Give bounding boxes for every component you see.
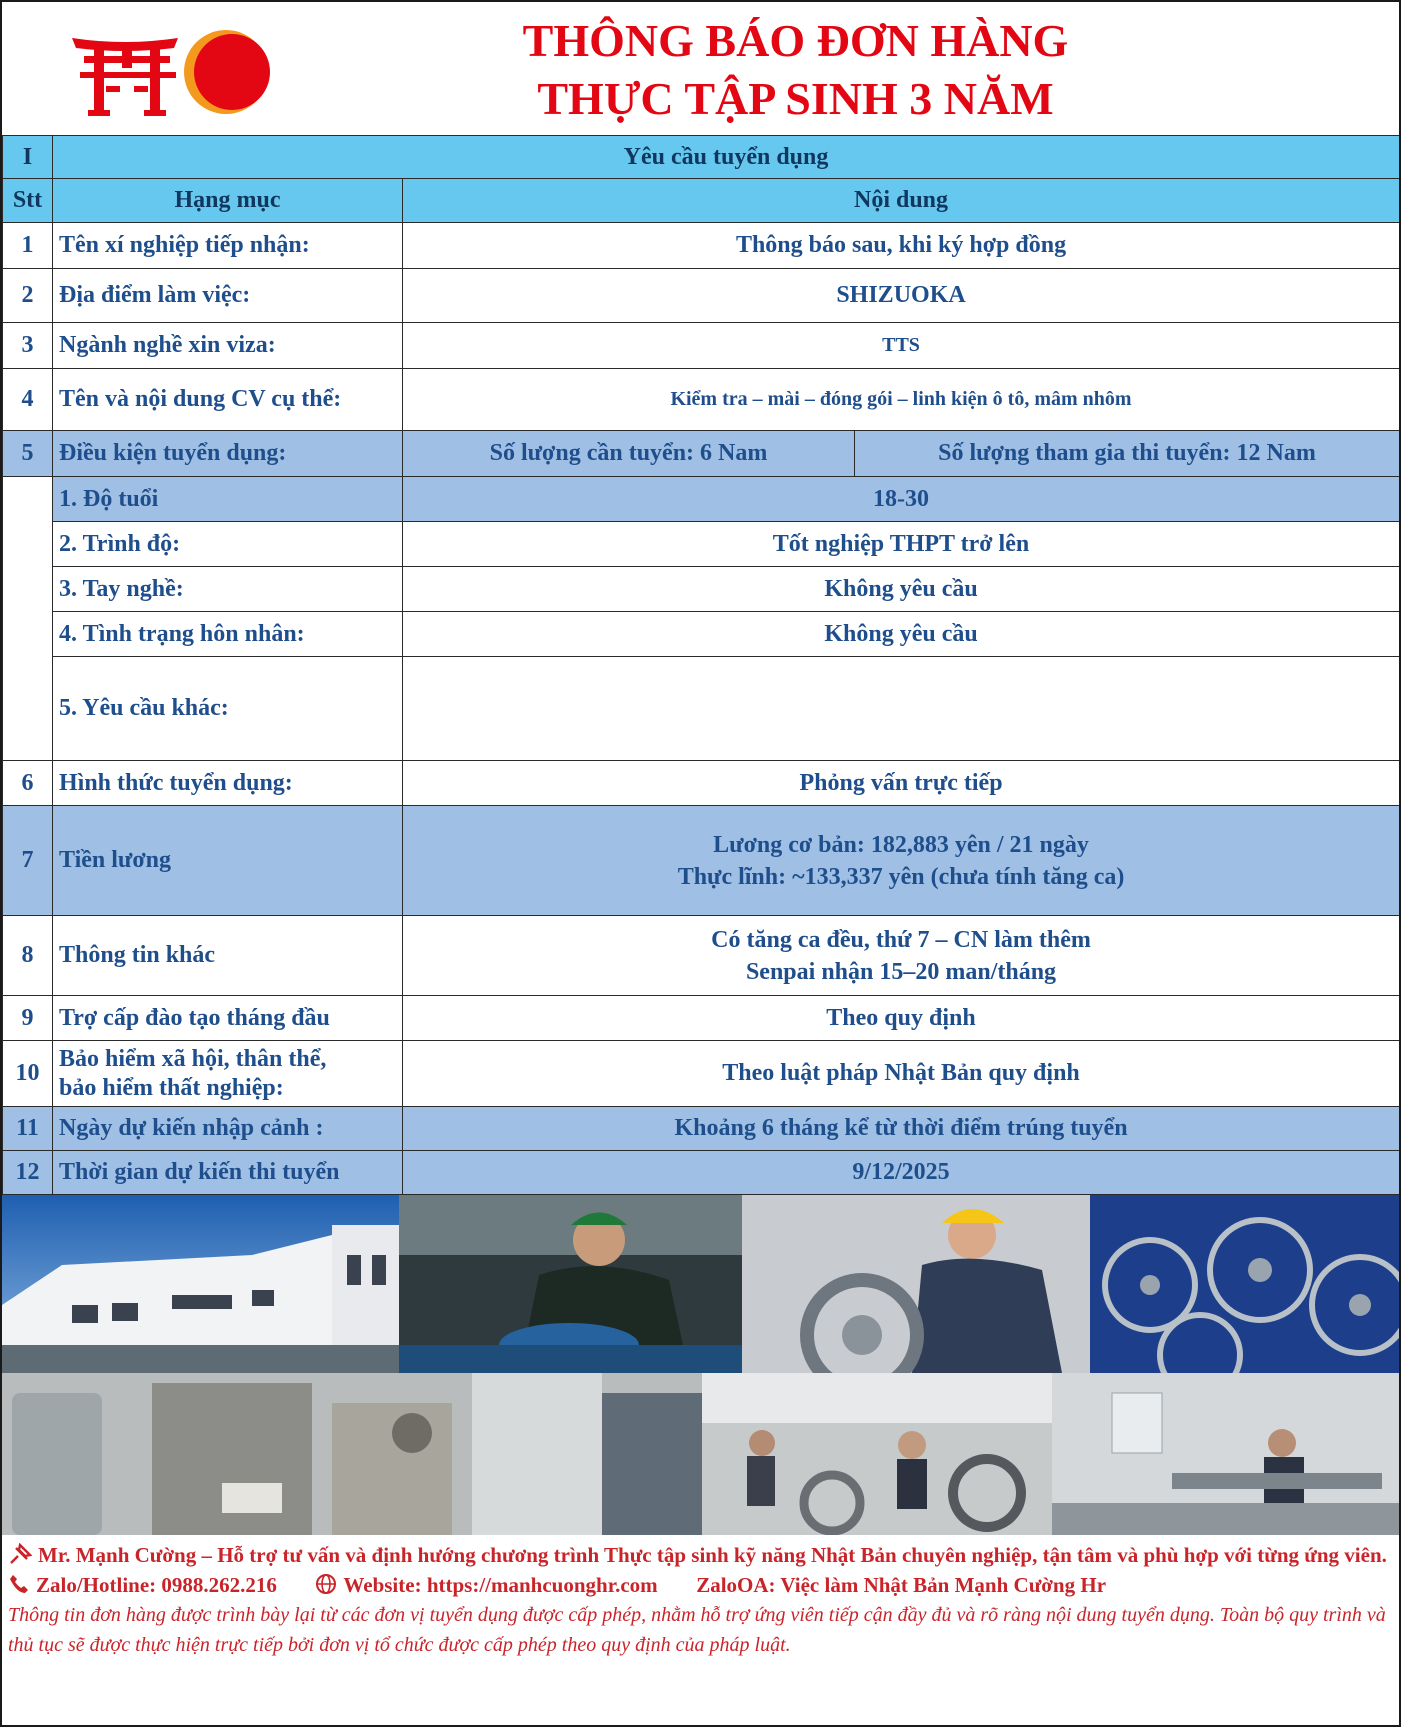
- col-item-header: Hạng mục: [53, 179, 403, 223]
- worker-inspecting-photo: [399, 1195, 742, 1373]
- row-value: 9/12/2025: [403, 1151, 1400, 1195]
- senpai-info: Senpai nhận 15–20 man/tháng: [745, 958, 1057, 985]
- hotline-link[interactable]: Zalo/Hotline: 0988.262.216: [36, 1573, 277, 1597]
- overtime-info: Có tăng ca đều, thứ 7 – CN làm thêm: [711, 926, 1091, 953]
- row-value: SHIZUOKA: [403, 269, 1400, 323]
- sub-row: [3, 477, 1400, 522]
- zalo-oa-link[interactable]: ZaloOA: Việc làm Nhật Bản Mạnh Cường Hr: [696, 1573, 1107, 1597]
- col-stt-header: Stt: [3, 179, 53, 223]
- row-label: 4. Tình trạng hôn nhân:: [53, 612, 403, 657]
- row-label: 2. Trình độ:: [53, 522, 403, 567]
- aluminum-wheels-photo: [1090, 1195, 1399, 1373]
- row-label: Tên xí nghiệp tiếp nhận:: [53, 223, 403, 269]
- table-row: [3, 1107, 1400, 1151]
- row-value: TTS: [403, 323, 1400, 369]
- sub-row: [3, 522, 1400, 567]
- table-row: [3, 1151, 1400, 1195]
- insurance-label-2: bảo hiểm thất nghiệp:: [59, 1074, 284, 1101]
- row-value: Theo luật pháp Nhật Bản quy định: [403, 1041, 1400, 1107]
- sub-row: [3, 567, 1400, 612]
- row-label: Ngày dự kiến nhập cảnh :: [53, 1107, 403, 1151]
- row-number: 10: [3, 1041, 53, 1107]
- row-value: Không yêu cầu: [403, 612, 1400, 657]
- row-label: Tiền lương: [53, 806, 403, 916]
- row-number: 3: [3, 323, 53, 369]
- row-number: 8: [3, 916, 53, 996]
- row-label: 1. Độ tuổi: [53, 477, 403, 522]
- row-value: 18-30: [403, 477, 1400, 522]
- table-row: [3, 916, 1400, 996]
- inspection-room-photo: [1052, 1373, 1399, 1535]
- salary-basic: Lương cơ bản: 182,883 yên / 21 ngày: [713, 831, 1089, 858]
- title-line-1: THÔNG BÁO ĐƠN HÀNG: [522, 15, 1069, 66]
- page-title: [302, 12, 1289, 128]
- row-number: 9: [3, 996, 53, 1041]
- table-row: [3, 761, 1400, 806]
- row-label: Địa điểm làm việc:: [53, 269, 403, 323]
- contact-line: [8, 1570, 1391, 1600]
- sub-row: [3, 657, 1400, 761]
- column-header-row: [3, 179, 1400, 223]
- row-value: Thông báo sau, khi ký hợp đồng: [403, 223, 1400, 269]
- header: [2, 2, 1399, 135]
- row-number: 11: [3, 1107, 53, 1151]
- row-label: Trợ cấp đào tạo tháng đầu: [53, 996, 403, 1041]
- sub-rows-spacer: [3, 477, 53, 761]
- row-number: 7: [3, 806, 53, 916]
- row-number: 6: [3, 761, 53, 806]
- row-value: Kiểm tra – mài – đóng gói – linh kiện ô tô, mâm nhôm: [403, 369, 1400, 431]
- table-row: [3, 996, 1400, 1041]
- table-row: [3, 323, 1400, 369]
- machinery-photo: [2, 1373, 702, 1535]
- row-number: 5: [3, 431, 53, 477]
- table-row: [3, 1041, 1400, 1107]
- table-row: [3, 269, 1400, 323]
- row-label: Điều kiện tuyển dụng:: [53, 431, 403, 477]
- salary-net: Thực lĩnh: ~133,337 yên (chưa tính tăng ca): [677, 863, 1125, 890]
- footer: [2, 1535, 1399, 1660]
- factory-building-photo: [2, 1195, 399, 1373]
- section-number: I: [3, 136, 53, 179]
- worker-polishing-wheel-photo: [742, 1195, 1090, 1373]
- title-line-2: THỰC TẬP SINH 3 NĂM: [537, 73, 1054, 124]
- table-row: [3, 431, 1400, 477]
- phone-icon: [8, 1573, 30, 1595]
- row-value: [403, 657, 1400, 761]
- exam-quantity: Số lượng tham gia thi tuyển: 12 Nam: [855, 431, 1400, 477]
- sub-row: [3, 612, 1400, 657]
- row-value: Tốt nghiệp THPT trở lên: [403, 522, 1400, 567]
- row-number: 12: [3, 1151, 53, 1195]
- row-label: 5. Yêu cầu khác:: [53, 657, 403, 761]
- table-row: [3, 369, 1400, 431]
- row-label: Tên và nội dung CV cụ thể:: [53, 369, 403, 431]
- torii-sun-logo: [70, 26, 270, 118]
- website-link[interactable]: Website: https://manhcuonghr.com: [343, 1573, 658, 1597]
- intro-text: Mr. Mạnh Cường – Hỗ trợ tư vấn và định hướng chương trình Thực tập sinh kỹ năng Nhật Bản chuyên nghiệp, tận tâm và phù hợp với từng ứng viên.: [38, 1543, 1387, 1567]
- row-label: Hình thức tuyển dụng:: [53, 761, 403, 806]
- recruit-quantity: Số lượng cần tuyển: 6 Nam: [403, 431, 855, 477]
- table-row: [3, 223, 1400, 269]
- consultant-intro: [8, 1541, 1391, 1570]
- row-number: 4: [3, 369, 53, 431]
- table-row: [3, 806, 1400, 916]
- disclaimer-note: Thông tin đơn hàng được trình bày lại từ các đơn vị tuyển dụng được cấp phép, nhằm hỗ trợ ứng viên tiếp cận đầy đủ và rõ ràng nội dung tuyển dụng. Toàn bộ quy trình và thủ tục sẽ được thực hiện trực tiếp bởi đơn vị tổ chức được cấp phép theo quy định của pháp luật.: [8, 1604, 1386, 1656]
- salary-value: [403, 806, 1400, 916]
- workers-wheel-line-photo: [702, 1373, 1052, 1535]
- row-label: Thời gian dự kiến thi tuyển: [53, 1151, 403, 1195]
- photo-collage: [2, 1195, 1399, 1535]
- globe-icon: [315, 1573, 337, 1595]
- other-info-value: [403, 916, 1400, 996]
- row-number: 1: [3, 223, 53, 269]
- row-label: [53, 1041, 403, 1107]
- row-value: Theo quy định: [403, 996, 1400, 1041]
- row-value: Phỏng vấn trực tiếp: [403, 761, 1400, 806]
- col-content-header: Nội dung: [403, 179, 1400, 223]
- pin-icon: [8, 1543, 32, 1565]
- section-title: Yêu cầu tuyển dụng: [53, 136, 1400, 179]
- row-number: 2: [3, 269, 53, 323]
- section-header-row: [3, 136, 1400, 179]
- requirements-table: [2, 135, 1400, 1195]
- row-label: Thông tin khác: [53, 916, 403, 996]
- row-value: Không yêu cầu: [403, 567, 1400, 612]
- insurance-label-1: Bảo hiểm xã hội, thân thể,: [59, 1045, 327, 1072]
- row-value: Khoảng 6 tháng kể từ thời điểm trúng tuyển: [403, 1107, 1400, 1151]
- row-label: Ngành nghề xin viza:: [53, 323, 403, 369]
- row-label: 3. Tay nghề:: [53, 567, 403, 612]
